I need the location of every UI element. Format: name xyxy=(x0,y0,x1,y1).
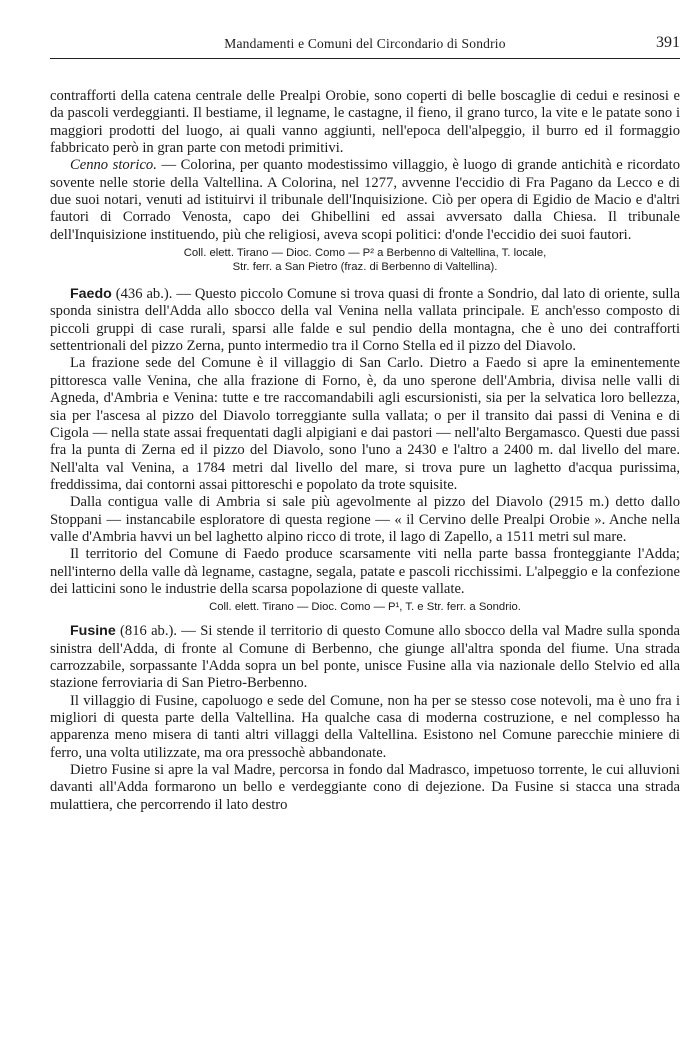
colorina-admin-note xyxy=(50,246,680,274)
page-body xyxy=(50,88,680,814)
page-header xyxy=(50,34,680,59)
entry-name-faedo: Faedo xyxy=(70,286,112,303)
book-page xyxy=(50,34,680,814)
page-number: 391 xyxy=(656,34,680,51)
paragraph-faedo-territorio: Il territorio del Comune di Faedo produce scarsamente viti nella parte bassa fronteggiante l'Adda; nell'interno della valle dà legname, castagne, segala, patate e pascoli ricchissimi. L'alpeggio e la confezione dei latticini sono le industrie della scarsa popolazione di queste vallate. xyxy=(50,546,680,597)
paragraph-colorina-end: contrafforti della catena centrale delle Prealpi Orobie, sono coperti di belle boscaglie di cedui e resinosi e da pascoli verdeggianti. Il bestiame, il legname, le castagne, il fieno, il grano turco, la vite e le patate sono i maggiori prodotti del luogo, ai quali vanno aggiunti, nell'epoca dell'alpeggio, il burro ed il formaggio fabbricato però in gran parte con metodi primitivi. xyxy=(50,88,680,157)
paragraph-faedo-intro xyxy=(50,286,680,355)
paragraph-fusine-intro xyxy=(50,623,680,692)
fusine-intro-text: (816 ab.). — Si stende il territorio di questo Comune allo sbocco della val Madre sulla sponda sinistra dell'Adda, di fronte al Comune di Berbenno, che giunge all'altra sponda del fiume. Una strada carrozzabile, sorpassante l'Adda sopra un bel ponte, unisce Fusine alla via nazionale dello Stelvio ed alla stazione ferroviaria di San Pietro-Berbenno. xyxy=(50,623,680,692)
cenno-storico-label: Cenno storico. xyxy=(70,157,157,174)
cenno-storico-text: — Colorina, per quanto modestissimo villaggio, è luogo di grande antichità e ricordato sovente nelle storie della Valtellina. A Colorina, nel 1277, avvenne l'eccidio di Fra Pagano da Lecco e di due suoi notari, venuti ad istituirvi il tribunale dell'Inquisizione. Ciò per opera di Egidio de Macio e d'altri fautori di Corrado Venosta, capo dei Ghibellini ed assai avversato dalla Chiesa. Il tribunale dell'Inquisizione instituendo, più che religiosi, aveva scopi politici: d'onde l'eccidio dei suoi fautori. xyxy=(50,157,680,243)
colorina-note-line-2: Str. ferr. a San Pietro (fraz. di Berbenno di Valtellina). xyxy=(232,261,498,274)
paragraph-cenno-storico xyxy=(50,157,680,244)
paragraph-faedo-frazione: La frazione sede del Comune è il villaggio di San Carlo. Dietro a Faedo si apre la eminentemente pittoresca valle Venina, che alla frazione di Forno, è, da uno sperone dell'Ambria, divisa nelle valli di Agneda, d'Ambria e Venina: tutte e tre raccomandabili agli escursionisti, sia per la selvatica loro bellezza, sia per l'ascesa al pizzo del Diavolo torreggiante sulla vallata; o per il transito dai passi di Venina e di Cigola — nella state assai frequentati dagli alpigiani e dai pastori — nell'alto Bergamasco. Questi due passi fra la punta di Zerna ed il pizzo del Diavolo, sono l'uno a 2430 e l'altro a 2400 m. dal livello del mare. Nell'alta val Venina, a 1784 metri dal livello del mare, si trova pure un laghetto d'acqua purissima, freddissima, dai contorni assai pittoreschi e popolato da trote squisite. xyxy=(50,355,680,493)
paragraph-faedo-ambria: Dalla contigua valle di Ambria si sale più agevolmente al pizzo del Diavolo (2915 m.) detto dallo Stoppani — instancabile esploratore di questa regione — « il Cervino delle Prealpi Orobie ». Anche nella valle d'Ambria havvi un bel laghetto alpino ricco di trote, il lago di Zapello, a 1511 metri sul mare. xyxy=(50,494,680,545)
running-title: Mandamenti e Comuni del Circondario di Sondrio xyxy=(224,36,506,51)
paragraph-fusine-villaggio: Il villaggio di Fusine, capoluogo e sede del Comune, non ha per se stesso cose notevoli, ma è uno fra i migliori di questa parte della Valtellina. Ha qualche casa di moderna costruzione, e nel complesso ha apparenza meno misera di tanti altri villaggi della Valtellina. Esistono nel Comune parecchie miniere di ferro, una volta utilizzate, ma ora pressochè abbandonate. xyxy=(50,692,680,761)
paragraph-fusine-valmadre: Dietro Fusine si apre la val Madre, percorsa in fondo dal Madrasco, impetuoso torrente, le cui alluvioni davanti all'Adda formarono un bello e verdeggiante cono di dejezione. Da Fusine si stacca una strada mulattiera, che percorrendo il lato destro xyxy=(50,762,680,813)
faedo-intro-text: (436 ab.). — Questo piccolo Comune si trova quasi di fronte a Sondrio, dal lato di oriente, sulla sponda sinistra dell'Adda allo sbocco della val Venina nella vallata principale. E anch'esso composto di piccoli gruppi di case rurali, sparsi alle falde e sul pendio della montagna, che è uno dei contrafforti settentrionali del pizzo Zerna, punto intermedio tra il Corno Stella ed il pizzo del Diavolo. xyxy=(50,286,680,355)
faedo-admin-note: Coll. elett. Tirano — Dioc. Como — P¹, T. e Str. ferr. a Sondrio. xyxy=(209,601,521,614)
colorina-note-line-1: Coll. elett. Tirano — Dioc. Como — P² a Berbenno di Valtellina, T. locale, xyxy=(183,247,547,260)
entry-name-fusine: Fusine xyxy=(70,623,116,640)
